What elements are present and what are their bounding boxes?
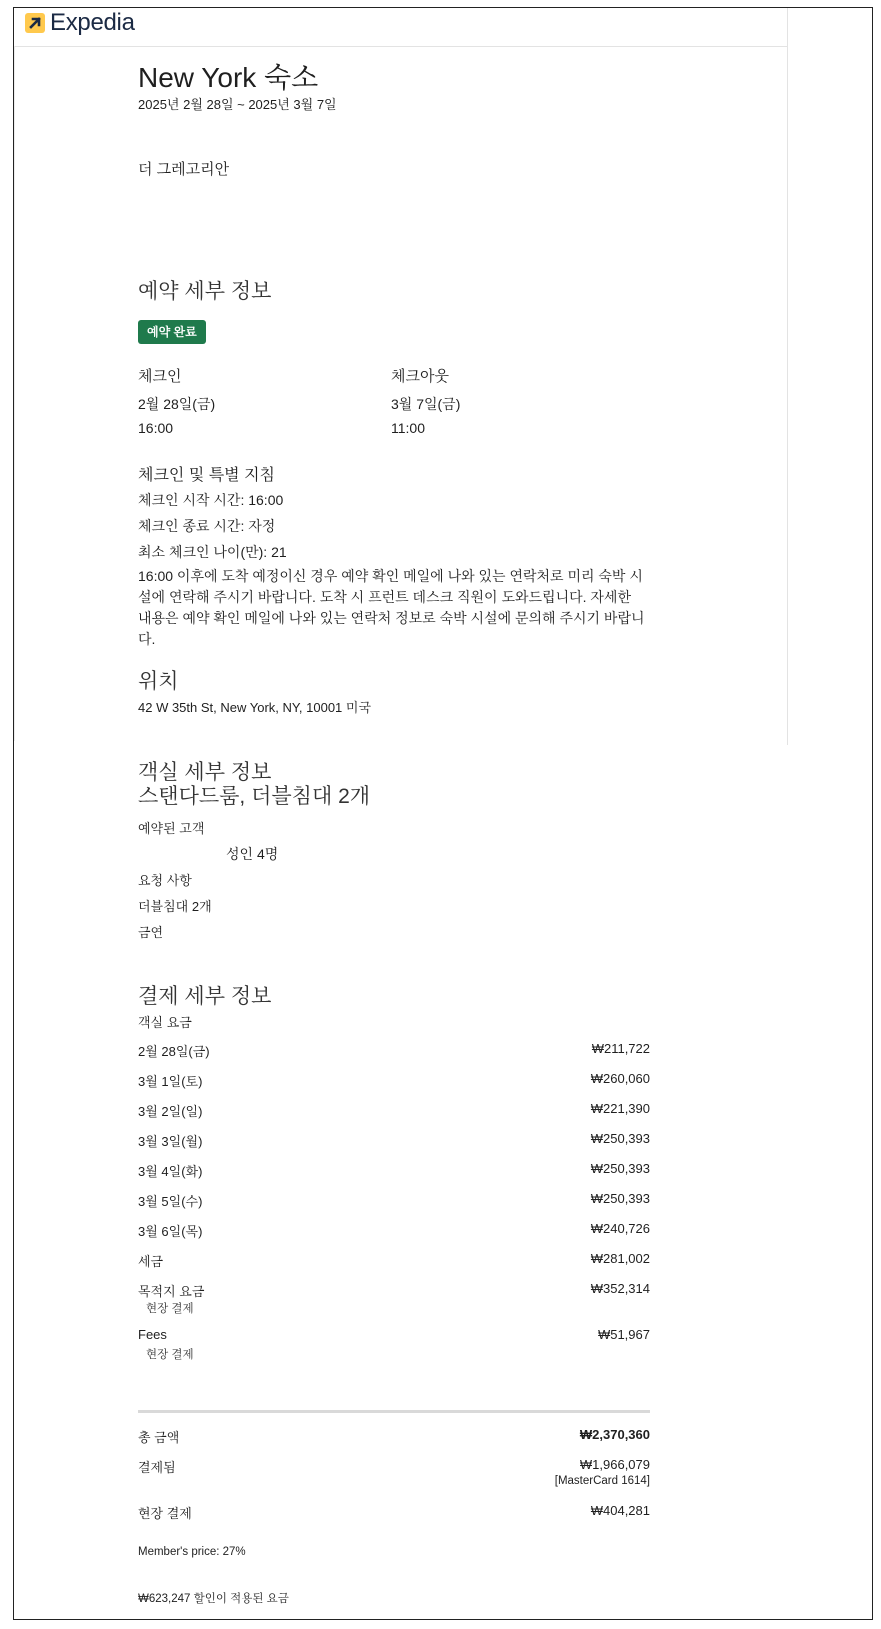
onsite-payment-label: 현장 결제 (138, 1506, 192, 1521)
onsite-payment-amount: ₩404,281 (590, 1503, 650, 1518)
instructions-heading: 체크인 및 특별 지침 (138, 467, 275, 484)
night-date: 3월 4일(화) (138, 1164, 203, 1179)
night-amount: ₩250,393 (590, 1191, 650, 1206)
requests-label: 요청 사항 (138, 873, 192, 888)
night-date: 2월 28일(금) (138, 1044, 210, 1059)
min-checkin-age: 최소 체크인 나이(만): 21 (138, 544, 287, 560)
guests-label: 예약된 고객 (138, 821, 205, 836)
checkout-label: 체크아웃 (391, 368, 449, 385)
fees-amount: ₩51,967 (597, 1327, 650, 1342)
instructions-note: 16:00 이후에 도착 예정이신 경우 예약 확인 메일에 나와 있는 연락처로 미리 숙박 시설에 연락해 주시기 바랍니다. 도착 시 프런트 데스크 직원이 도와드립니다. 자세한 내용은 예약 확인 메일에 나와 있는 연락처 정보로 숙박 시설에 문의해 주시기 바랍니다. (138, 568, 645, 647)
location-heading: 위치 (138, 670, 179, 693)
hotel-name: 더 그레고리안 (138, 161, 230, 178)
request-item: 더블침대 2개 (138, 899, 212, 914)
checkin-date: 2월 28일(금) (138, 396, 216, 412)
paid-amount: ₩1,966,079 (579, 1457, 650, 1472)
total-label: 총 금액 (138, 1430, 180, 1445)
expedia-arrow-icon (25, 13, 45, 33)
paid-label: 결제됨 (138, 1460, 176, 1475)
destination-fee-sub: 현장 결제 (146, 1303, 194, 1315)
room-details-heading: 객실 세부 정보 (138, 761, 272, 784)
destination-fee-label: 목적지 요금 (138, 1284, 205, 1299)
total-amount: ₩2,370,360 (579, 1427, 650, 1442)
expedia-logo[interactable] (25, 8, 135, 38)
paid-card: [MasterCard 1614] (554, 1475, 650, 1487)
room-type: 스탠다드룸, 더블침대 2개 (138, 785, 371, 808)
night-amount: ₩260,060 (590, 1071, 650, 1086)
fees-sub: 현장 결제 (146, 1349, 194, 1361)
night-date: 3월 1일(토) (138, 1074, 203, 1089)
tax-amount: ₩281,002 (590, 1251, 650, 1266)
header-divider (14, 46, 787, 47)
night-date: 3월 5일(수) (138, 1194, 203, 1209)
booking-details-heading: 예약 세부 정보 (138, 280, 272, 303)
checkout-date: 3월 7일(금) (391, 396, 461, 412)
night-amount: ₩211,722 (591, 1041, 650, 1056)
night-amount: ₩221,390 (590, 1101, 650, 1116)
night-date: 3월 2일(일) (138, 1104, 203, 1119)
checkin-label: 체크인 (138, 368, 182, 385)
address: 42 W 35th St, New York, NY, 10001 미국 (138, 700, 372, 715)
status-badge: 예약 완료 (138, 320, 206, 344)
night-date: 3월 3일(월) (138, 1134, 203, 1149)
night-amount: ₩250,393 (590, 1161, 650, 1176)
total-divider (138, 1410, 650, 1413)
request-item: 금연 (138, 925, 164, 940)
content-right-border (787, 8, 788, 745)
checkin-time: 16:00 (138, 420, 174, 436)
room-rate-label: 객실 요금 (138, 1015, 192, 1030)
page-title: New York 숙소 (138, 62, 319, 93)
stay-dates: 2025년 2월 28일 ~ 2025년 3월 7일 (138, 97, 337, 112)
guests-value: 성인 4명 (226, 846, 279, 862)
page-frame (13, 7, 873, 1620)
checkin-start-time: 체크인 시작 시간: 16:00 (138, 492, 284, 508)
checkin-end-time: 체크인 종료 시간: 자정 (138, 518, 276, 534)
night-amount: ₩240,726 (590, 1221, 650, 1236)
checkout-time: 11:00 (391, 420, 425, 436)
tax-label: 세금 (138, 1254, 164, 1269)
fees-label: Fees (138, 1327, 167, 1342)
night-amount: ₩250,393 (590, 1131, 650, 1146)
payment-details-heading: 결제 세부 정보 (138, 985, 272, 1008)
content-left-border (14, 46, 15, 741)
member-price: Member's price: 27% (138, 1546, 246, 1558)
discount-note: ₩623,247 할인이 적용된 요금 (138, 1593, 289, 1605)
night-date: 3월 6일(목) (138, 1224, 203, 1239)
destination-fee-amount: ₩352,314 (590, 1281, 650, 1296)
brand-name: Expedia (50, 9, 135, 36)
